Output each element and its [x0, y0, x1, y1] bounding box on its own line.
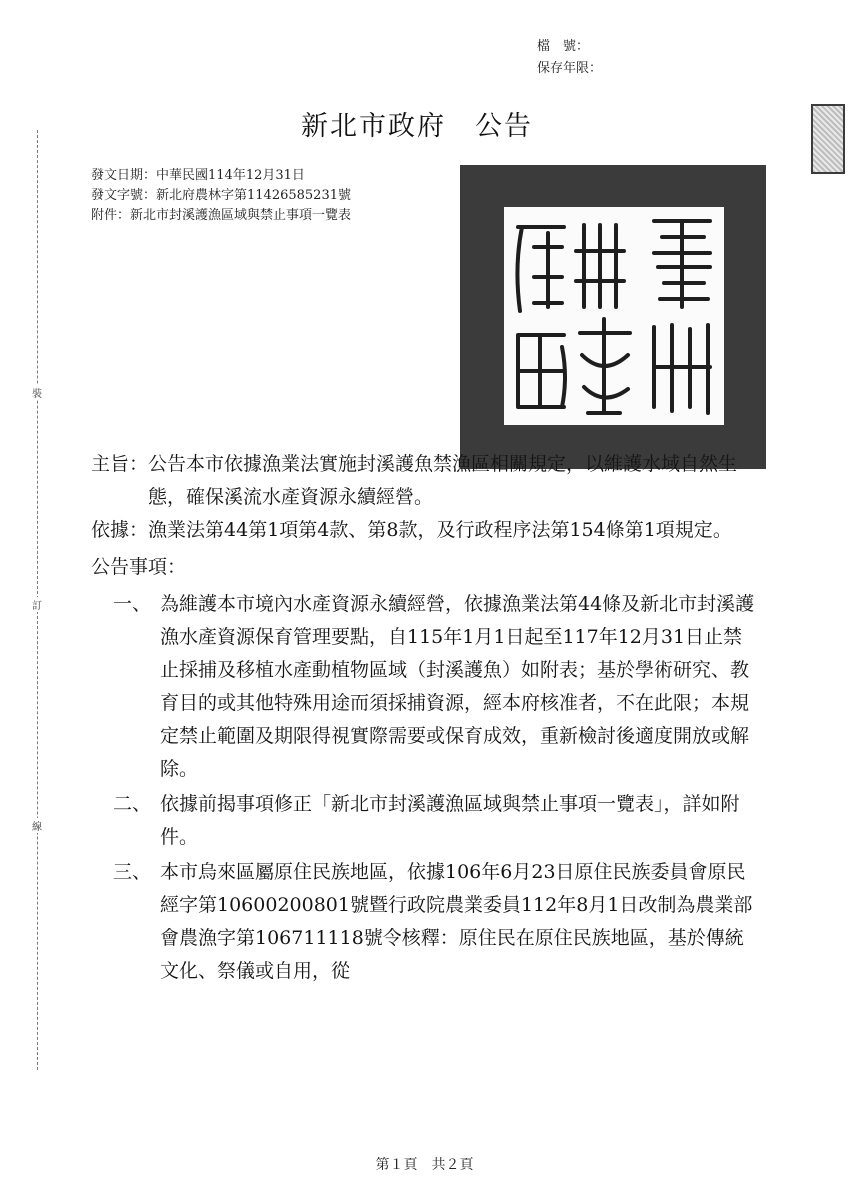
retention-period-label: 保存年限：: [537, 61, 603, 76]
item-text: 依據前揭事項修正「新北市封溪護漁區域與禁止事項一覽表」，詳如附件。: [160, 793, 740, 848]
attachment-value: 新北市封溪護漁區域與禁止事項一覽表: [130, 208, 352, 223]
document-title: 新北市政府 公告: [301, 111, 533, 142]
document-number-line: [91, 186, 421, 206]
announcement-item: [113, 856, 756, 988]
official-seal: [460, 165, 766, 469]
item-number: 一、: [113, 593, 152, 615]
file-number-label: 檔 號：: [537, 39, 590, 54]
announcement-matters-heading: 公告事項：: [91, 556, 187, 578]
binding-char-zhuang: 裝: [29, 385, 45, 400]
seal-script-graphic: [504, 207, 724, 425]
item-number: 二、: [113, 793, 152, 815]
document-number-value: 新北府農林字第11426585231號: [156, 188, 351, 203]
announcement-items: [91, 588, 756, 988]
issue-date-value: 中華民國114年12月31日: [156, 168, 305, 183]
document-number-label: 發文字號：: [91, 188, 157, 203]
announcement-body: [91, 448, 756, 990]
archive-info: [537, 36, 602, 80]
basis-paragraph: [91, 514, 756, 547]
page-number-footer: 第１頁 共２頁: [375, 1157, 474, 1173]
item-text: 本市烏來區屬原住民族地區，依據106年6月23日原住民族委員會原民經字第10600200801號暨行政院農業委員112年8月1日改制為農業部會農漁字第106711118號令核釋：原住民在原住民族地區，基於傳統文化、祭儀或自用，從: [160, 861, 753, 982]
binding-char-xian: 線: [29, 818, 45, 833]
item-text: 為維護本市境內水產資源永續經營，依據漁業法第44條及新北市封溪護漁水產資源保育管理要點，自115年1月1日起至117年12月31日止禁止採捕及移植水產動植物區域（封溪護魚）如附表；基於學術研究、教育目的或其他特殊用途而須採捕資源，經本府核准者，不在此限；本規定禁止範圍及期限得視實際需要或保育成效，重新檢討後適度開放或解除。: [160, 593, 755, 780]
basis-label: 依據：: [91, 519, 149, 541]
basis-text: 漁業法第44第1項第4款、第8款，及行政程序法第154條第1項規定。: [148, 519, 732, 541]
subject-label: 主旨：: [91, 453, 149, 475]
subject-text: 公告本市依據漁業法實施封溪護魚禁漁區相關規定，以維護水域自然生態，確保溪流水產資源永續經營。: [148, 453, 738, 508]
binding-char-ding: 訂: [29, 597, 45, 612]
announcement-item: [113, 788, 756, 854]
attachment-line: [91, 206, 421, 226]
issue-date-line: [91, 166, 421, 186]
attachment-label: 附件：: [91, 208, 131, 223]
edge-stamp-mark: [811, 104, 845, 174]
item-number: 三、: [113, 861, 152, 883]
issue-date-label: 發文日期：: [91, 168, 157, 183]
document-meta: [91, 166, 421, 226]
subject-paragraph: [91, 448, 756, 514]
announcement-item: [113, 588, 756, 786]
